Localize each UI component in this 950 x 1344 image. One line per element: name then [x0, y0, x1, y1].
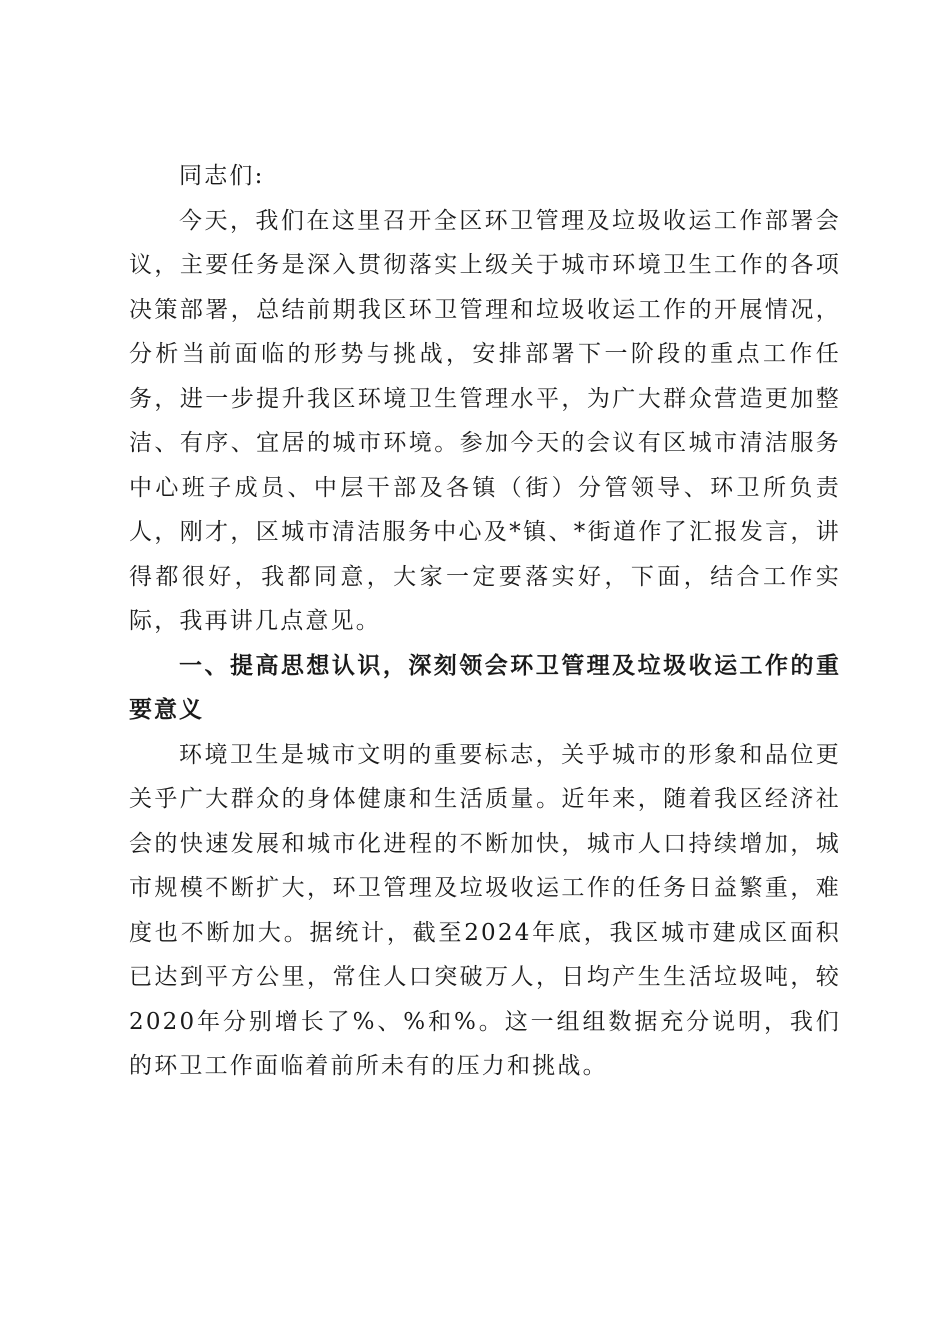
- section-paragraph: 环境卫生是城市文明的重要标志，关乎城市的形象和品位更关乎广大群众的身体健康和生活质量。近年来，随着我区经济社会的快速发展和城市化进程的不断加快，城市人口持续增加，城市规模不断扩大，环卫管理及垃圾收运工作的任务日益繁重，难度也不断加大。据统计，截至2024年底，我区城市建成区面积已达到平方公里，常住人口突破万人，日均产生生活垃圾吨，较2020年分别增长了%、%和%。这一组组数据充分说明，我们的环卫工作面临着前所未有的压力和挑战。: [129, 741, 841, 1079]
- section-heading: 一、提高思想认识，深刻领会环卫管理及垃圾收运工作的重要意义: [129, 652, 841, 723]
- intro-paragraph: 今天，我们在这里召开全区环卫管理及垃圾收运工作部署会议，主要任务是深入贯彻落实上级关于城市环境卫生工作的各项决策部署，总结前期我区环卫管理和垃圾收运工作的开展情况，分析当前面临的形势与挑战，安排部署下一阶段的重点工作任务，进一步提升我区环境卫生管理水平，为广大群众营造更加整洁、有序、宜居的城市环境。参加今天的会议有区城市清洁服务中心班子成员、中层干部及各镇（街）分管领导、环卫所负责人，刚才，区城市清洁服务中心及*镇、*街道作了汇报发言，讲得都很好，我都同意，大家一定要落实好，下面，结合工作实际，我再讲几点意见。: [129, 207, 841, 634]
- document-body: [129, 154, 841, 1089]
- salutation: 同志们:: [179, 163, 265, 189]
